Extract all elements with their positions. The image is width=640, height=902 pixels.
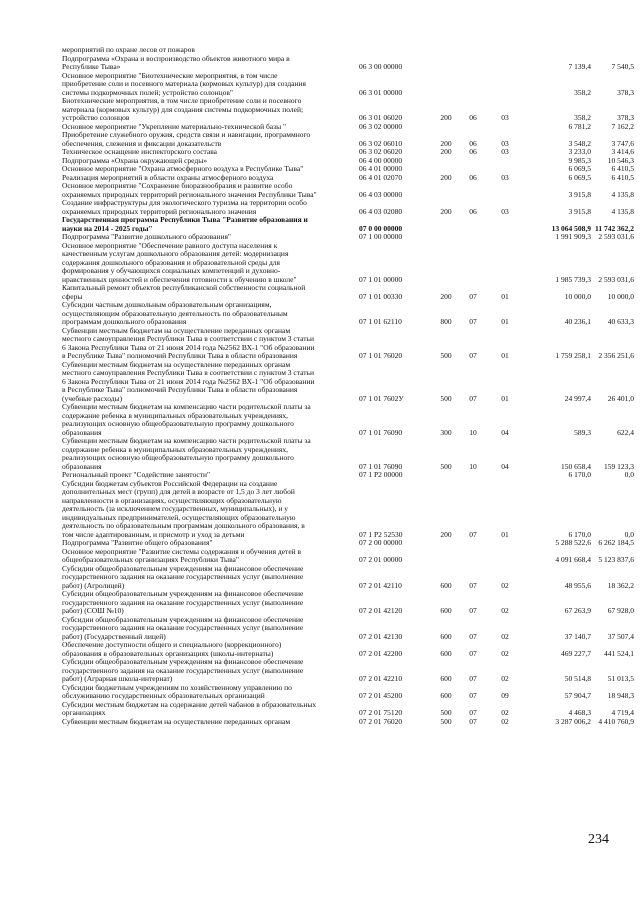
row-subsection: 02 — [501, 631, 509, 641]
row-name: Субсидии бюджетным учреждениям по хозяйственному управлению по обслуживанию государственных образовательных организаций — [62, 682, 292, 700]
row-amount-year1: 3 287 006,2 — [555, 716, 591, 726]
row-amount-year2: 18 362,2 — [607, 580, 634, 590]
row-amount-year2: 4 719,4 — [611, 708, 634, 717]
table-row — [62, 565, 634, 591]
row-amount-year1: 48 955,6 — [564, 580, 591, 590]
row-amount-year1: 6 069,5 — [568, 172, 591, 182]
table-row — [62, 131, 634, 148]
table-row — [62, 97, 634, 123]
row-amount-year2: 6 410,5 — [611, 172, 634, 182]
row-expense-type: 800 — [440, 317, 452, 326]
row-section: 07 — [469, 606, 477, 615]
row-name: Техническое оснащение инспекторского состава — [62, 147, 218, 156]
row-target-article: 06 4 01 00000 — [359, 164, 403, 173]
row-section: 07 — [469, 291, 477, 301]
row-amount-year2: 40 633,3 — [607, 317, 634, 326]
row-section: 06 — [469, 138, 477, 148]
row-expense-type: 600 — [440, 648, 452, 658]
row-name: Субвенции местным бюджетам на осуществление переданных органам — [62, 716, 291, 726]
row-amount-year2: 7 162,2 — [611, 121, 634, 131]
row-amount-year2: 51 013,5 — [607, 674, 634, 683]
row-expense-type: 200 — [440, 206, 452, 216]
row-target-article: 06 3 01 00000 — [359, 87, 403, 97]
row-target-article: 07 1 01 00000 — [359, 274, 403, 284]
row-amount-year2: 159 123,3 — [604, 461, 634, 471]
row-section: 07 — [469, 631, 477, 641]
row-amount-year1: 5 288 522,6 — [555, 538, 591, 547]
row-name: Основное мероприятие "Обеспечение равного доступа населения к качественным услугам дошкольного образования детей: модернизация содержания дошкольного образования и образовательной среды для формирования у обучающихся социальных компетенций и духовно- нравственных ценностей и обеспечения готовности к обучению в школе" — [62, 240, 297, 284]
table-row — [62, 403, 634, 437]
row-amount-year1: 3 915,8 — [568, 189, 591, 199]
row-amount-year2: 5 123 837,6 — [598, 555, 634, 564]
row-section: 06 — [469, 113, 477, 122]
row-target-article: 07 2 01 42200 — [359, 648, 403, 658]
row-amount-year2: 3 414,6 — [611, 147, 634, 156]
row-section: 10 — [469, 461, 477, 471]
row-expense-type: 600 — [440, 691, 452, 700]
table-row — [62, 718, 634, 727]
table-row — [62, 55, 634, 72]
table-row — [62, 361, 634, 404]
row-section: 07 — [469, 529, 477, 539]
row-amount-year2: 26 401,0 — [607, 393, 634, 403]
row-name: Реализация мероприятий в области охраны атмосферного воздуха — [62, 172, 274, 182]
row-name: Обеспечение доступности общего и специального (коррекционного) образования в образовательных организациях (школы-интернаты) — [62, 640, 282, 658]
table-row — [62, 301, 634, 327]
row-amount-year1: 37 140,7 — [564, 631, 591, 641]
row-amount-year1: 40 236,1 — [564, 317, 591, 326]
row-section: 07 — [469, 708, 477, 717]
row-subsection: 03 — [501, 206, 509, 216]
row-expense-type: 200 — [440, 147, 452, 156]
row-amount-year2: 0,0 — [624, 529, 634, 539]
row-name: Субсидии общеобразовательным учреждениям на финансовое обеспечение государственного задания на оказание государственных услуг (выполнение работ) (Агролицей) — [62, 563, 304, 590]
row-section: 07 — [469, 351, 477, 360]
row-amount-year1: 4 468,3 — [568, 708, 591, 717]
table-row — [62, 72, 634, 98]
row-subsection: 02 — [501, 648, 509, 658]
row-expense-type: 500 — [440, 708, 452, 717]
row-target-article: 07 1 00 00000 — [359, 232, 403, 241]
row-section: 07 — [469, 317, 477, 326]
row-section: 06 — [469, 172, 477, 182]
row-target-article: 06 4 03 00000 — [359, 189, 403, 199]
row-name: Региональный проект "Содействие занятости" — [62, 470, 211, 479]
row-section: 07 — [469, 393, 477, 403]
table-row — [62, 480, 634, 540]
row-subsection: 01 — [501, 317, 509, 326]
row-section: 06 — [469, 206, 477, 216]
row-amount-year1: 57 904,7 — [564, 691, 591, 700]
row-target-article: 07 1 P2 00000 — [359, 470, 403, 479]
row-amount-year2: 6 262 184,5 — [598, 538, 634, 547]
row-name: Капитальный ремонт объектов республиканской собственности социальной сферы — [62, 283, 306, 301]
row-target-article: 06 3 01 06020 — [359, 113, 403, 122]
row-amount-year1: 3 548,2 — [568, 138, 591, 148]
row-name: Подпрограмма «Охрана окружающей среды» — [62, 155, 208, 165]
row-name: мероприятий по охране лесов от пожаров — [62, 45, 195, 54]
row-amount-year1: 6 069,5 — [568, 164, 591, 173]
row-amount-year1: 358,2 — [574, 87, 591, 97]
table-row — [62, 658, 634, 684]
table-row — [62, 242, 634, 285]
table-row — [62, 182, 634, 199]
row-amount-year1: 6 170,0 — [568, 470, 591, 479]
table-row — [62, 590, 634, 616]
row-name: Субвенции местным бюджетам на компенсацию части родительской платы за содержание ребенка в муниципальных образовательных учреждениях, реализующих основную общеобразовательную программу дошкольного образования — [62, 402, 311, 437]
row-name: Субсидии местным бюджетам на содержание детей чабанов в образовательных организациях — [62, 699, 317, 717]
row-subsection: 03 — [501, 172, 509, 182]
row-section: 07 — [469, 648, 477, 658]
row-subsection: 04 — [501, 461, 509, 471]
row-subsection: 02 — [501, 580, 509, 590]
row-name: Субсидии бюджетам субъектов Российской Федерации на создание дополнительных мест (групп) для детей в возрасте от 1,5 до 3 лет любой направленности в организациях, осуществляющих образовательную деятельность (за исключением государственных, муниципальных), и у индивидуальных предпринимателей, осуществляющих образовательную деятельность по образовательным программам дошкольного образования, в том числе адаптированным, и присмотр и уход за детьми — [62, 478, 305, 539]
row-expense-type: 500 — [440, 351, 452, 360]
row-name: Создание инфраструктуры для экологического туризма на территории особо охраняемых природных территорий регионального значения — [62, 198, 307, 216]
row-amount-year1: 6 170,0 — [568, 529, 591, 539]
row-amount-year1: 9 985,3 — [568, 155, 591, 165]
row-amount-year1: 150 658,4 — [561, 461, 591, 471]
row-subsection: 02 — [501, 716, 509, 726]
row-amount-year2: 18 948,3 — [607, 691, 634, 700]
row-amount-year1: 1 759 258,1 — [555, 351, 591, 360]
row-subsection: 02 — [501, 606, 509, 615]
table-row — [62, 616, 634, 642]
row-target-article: 07 2 01 00000 — [359, 555, 403, 564]
row-section: 07 — [469, 691, 477, 700]
row-amount-year2: 10 546,3 — [607, 155, 634, 165]
row-expense-type: 200 — [440, 138, 452, 148]
row-amount-year1: 1 985 739,3 — [555, 274, 591, 284]
row-amount-year2: 0,0 — [624, 470, 634, 479]
row-amount-year2: 4 135,8 — [611, 206, 634, 216]
row-name: Основное мероприятие "Развитие системы содержания и обучения детей в общеобразовательных организациях Республики Тыва" — [62, 546, 302, 564]
row-amount-year2: 37 507,4 — [607, 631, 634, 641]
row-amount-year2: 10 000,0 — [607, 291, 634, 301]
row-subsection: 01 — [501, 529, 509, 539]
row-expense-type: 600 — [440, 631, 452, 641]
row-subsection: 03 — [501, 147, 509, 156]
table-row — [62, 701, 634, 718]
row-amount-year2: 6 410,5 — [611, 164, 634, 173]
row-name: Основное мероприятие "Сохранение биоразнообразия и развитие особо охраняемых природных территорий регионального значения Республики Тыва" — [62, 181, 317, 199]
row-name: Биотехнические мероприятия, в том числе приобретение соли и посевного материала (кормовых культур) для создания системы подкормочных полей; устройство солонцов — [62, 96, 304, 122]
row-target-article: 07 1 P2 52530 — [359, 529, 403, 539]
table-row — [62, 284, 634, 301]
row-amount-year2: 67 928,0 — [607, 606, 634, 615]
row-name: Подпрограмма "Развитие дошкольного образования" — [62, 232, 231, 241]
row-amount-year1: 4 091 668,4 — [555, 555, 591, 564]
row-name: Подпрограмма «Охрана и воспроизводство объектов животного мира в Республике Тыва» — [62, 53, 290, 71]
row-target-article: 07 2 01 42120 — [359, 606, 403, 615]
row-expense-type: 300 — [440, 427, 452, 437]
row-subsection: 03 — [501, 138, 509, 148]
table-row — [62, 216, 634, 233]
row-target-article: 07 2 01 76020 — [359, 716, 403, 726]
row-target-article: 07 1 01 62110 — [359, 317, 402, 326]
row-subsection: 09 — [501, 691, 509, 700]
row-subsection: 01 — [501, 393, 509, 403]
row-target-article: 06 3 00 00000 — [359, 62, 403, 71]
row-target-article: 06 4 00 00000 — [359, 155, 403, 165]
row-target-article: 07 1 01 76090 — [359, 427, 403, 437]
row-amount-year2: 3 747,6 — [611, 138, 634, 148]
row-amount-year1: 67 263,9 — [564, 606, 591, 615]
row-expense-type: 200 — [440, 172, 452, 182]
row-expense-type: 200 — [440, 113, 452, 122]
row-name: Приобретение служебного оружия, средств связи и навигации, программного обеспечения, слежения и фиксации доказательств — [62, 130, 311, 148]
table-row — [62, 548, 634, 565]
row-amount-year2: 4 410 760,9 — [598, 716, 634, 726]
row-target-article: 06 4 03 02080 — [359, 206, 403, 216]
row-amount-year2: 622,4 — [617, 427, 634, 437]
table-row — [62, 641, 634, 658]
row-target-article: 07 2 01 42210 — [359, 674, 403, 683]
row-section: 07 — [469, 674, 477, 683]
row-amount-year1: 13 064 508,9 — [551, 223, 591, 233]
budget-table — [62, 46, 634, 726]
table-row — [62, 684, 634, 701]
row-name: Субвенции местным бюджетам на осуществление переданных органам местного самоуправления Республики Тыва в соответствии с пунктом 3 статьи 6 Закона Республики Тыва от 21 июня 2014 года №2562 ВХ-1 "Об образовании в Республике Тыва" полномочий Республики Тыва в области образования — [62, 325, 315, 360]
row-amount-year2: 378,3 — [617, 113, 634, 122]
row-target-article: 07 2 01 42110 — [359, 580, 402, 590]
row-target-article: 07 0 00 00000 — [359, 223, 403, 233]
row-amount-year2: 4 135,8 — [611, 189, 634, 199]
row-amount-year2: 441 524,1 — [604, 648, 634, 658]
row-target-article: 06 3 02 00000 — [359, 121, 403, 131]
row-amount-year2: 7 540,5 — [611, 62, 634, 71]
row-subsection: 01 — [501, 291, 509, 301]
row-target-article: 07 1 01 76020 — [359, 351, 403, 360]
row-expense-type: 500 — [440, 393, 452, 403]
row-target-article: 07 2 00 00000 — [359, 538, 403, 547]
row-name: Субвенции местным бюджетам на компенсацию части родительской платы за содержание ребенка в муниципальных образовательных учреждениях, реализующих основную общеобразовательную программу дошкольного образования — [62, 436, 311, 471]
row-expense-type: 600 — [440, 606, 452, 615]
row-expense-type: 500 — [440, 716, 452, 726]
row-expense-type: 200 — [440, 291, 452, 301]
row-expense-type: 200 — [440, 529, 452, 539]
row-name: Государственная программа Республики Тыва "Развитие образования и науки на 2014 - 2025 годы" — [62, 215, 308, 233]
table-row — [62, 437, 634, 471]
row-amount-year1: 3 915,8 — [568, 206, 591, 216]
row-section: 06 — [469, 147, 477, 156]
row-amount-year1: 358,2 — [574, 113, 591, 122]
row-target-article: 07 2 01 45200 — [359, 691, 403, 700]
row-amount-year2: 11 742 362,2 — [595, 223, 634, 233]
row-target-article: 07 1 01 00330 — [359, 291, 403, 301]
row-target-article: 07 1 01 7602У — [359, 393, 404, 403]
row-amount-year1: 10 000,0 — [564, 291, 591, 301]
row-amount-year2: 2 593 031,6 — [598, 274, 634, 284]
row-amount-year2: 378,3 — [617, 87, 634, 97]
row-name: Субсидии частным дошкольным образовательным организациям, осуществляющим образовательную деятельность по образовательным программам дошкольного образования — [62, 300, 288, 326]
row-amount-year1: 1 991 909,3 — [555, 232, 591, 241]
row-amount-year1: 24 997,4 — [564, 393, 591, 403]
row-subsection: 02 — [501, 708, 509, 717]
row-amount-year1: 50 514,8 — [564, 674, 591, 683]
page-number: 234 — [588, 832, 609, 847]
row-expense-type: 600 — [440, 674, 452, 683]
row-name: Подпрограмма "Развитие общего образования" — [62, 538, 213, 547]
row-name: Субвенции местным бюджетам на осуществление переданных органам местного самоуправления Республики Тыва в соответствии с пунктом 3 статьи 6 Закона Республики Тыва от 21 июня 2014 года №2562 ВХ-1 "Об образовании в Республике Тыва" полномочий Республики Тыва в области образования (учебные расходы) — [62, 359, 315, 403]
row-target-article: 07 1 01 76090 — [359, 461, 403, 471]
row-amount-year1: 7 139,4 — [568, 62, 591, 71]
row-name: Субсидии общеобразовательным учреждениям на финансовое обеспечение государственного задания на оказание государственных услуг (выполнение работ) (СОШ №10) — [62, 589, 304, 615]
row-name: Основное мероприятие "Охрана атмосферного воздуха в Республике Тыва" — [62, 164, 304, 173]
row-amount-year1: 3 233,0 — [568, 147, 591, 156]
row-section: 07 — [469, 580, 477, 590]
row-amount-year2: 2 593 031,6 — [598, 232, 634, 241]
row-amount-year1: 589,3 — [574, 427, 591, 437]
table-row — [62, 327, 634, 361]
row-subsection: 04 — [501, 427, 509, 437]
row-target-article: 06 4 01 02070 — [359, 172, 403, 182]
table-row — [62, 199, 634, 216]
row-expense-type: 600 — [440, 580, 452, 590]
row-section: 07 — [469, 716, 477, 726]
row-name: Основное мероприятие "Биотехнические мероприятия, в том числе приобретение соли и посевного материала (кормовых культур) для создания системы подкормочных полей; устройство солонцов" — [62, 70, 306, 97]
row-target-article: 06 3 02 06010 — [359, 138, 403, 148]
row-target-article: 07 2 01 42130 — [359, 631, 403, 641]
row-expense-type: 500 — [440, 461, 452, 471]
row-name: Субсидии общеобразовательным учреждениям на финансовое обеспечение государственного задания на оказание государственных услуг (выполнение работ) (Государственный лицей) — [62, 614, 304, 641]
row-section: 10 — [469, 427, 477, 437]
row-amount-year1: 6 781,2 — [568, 121, 591, 131]
row-target-article: 06 3 02 06020 — [359, 147, 403, 156]
row-subsection: 03 — [501, 113, 509, 122]
row-name: Основное мероприятие "Укрепление материально-технической базы " — [62, 121, 287, 131]
row-target-article: 07 2 01 75120 — [359, 708, 403, 717]
row-subsection: 02 — [501, 674, 509, 683]
row-amount-year1: 469 227,7 — [561, 648, 591, 658]
row-subsection: 01 — [501, 351, 509, 360]
row-amount-year2: 2 356 251,6 — [598, 351, 634, 360]
row-name: Субсидии общеобразовательным учреждениям на финансовое обеспечение государственного задания на оказание государственных услуг (выполнение работ) (Аграрная школа-интернат) — [62, 657, 304, 683]
